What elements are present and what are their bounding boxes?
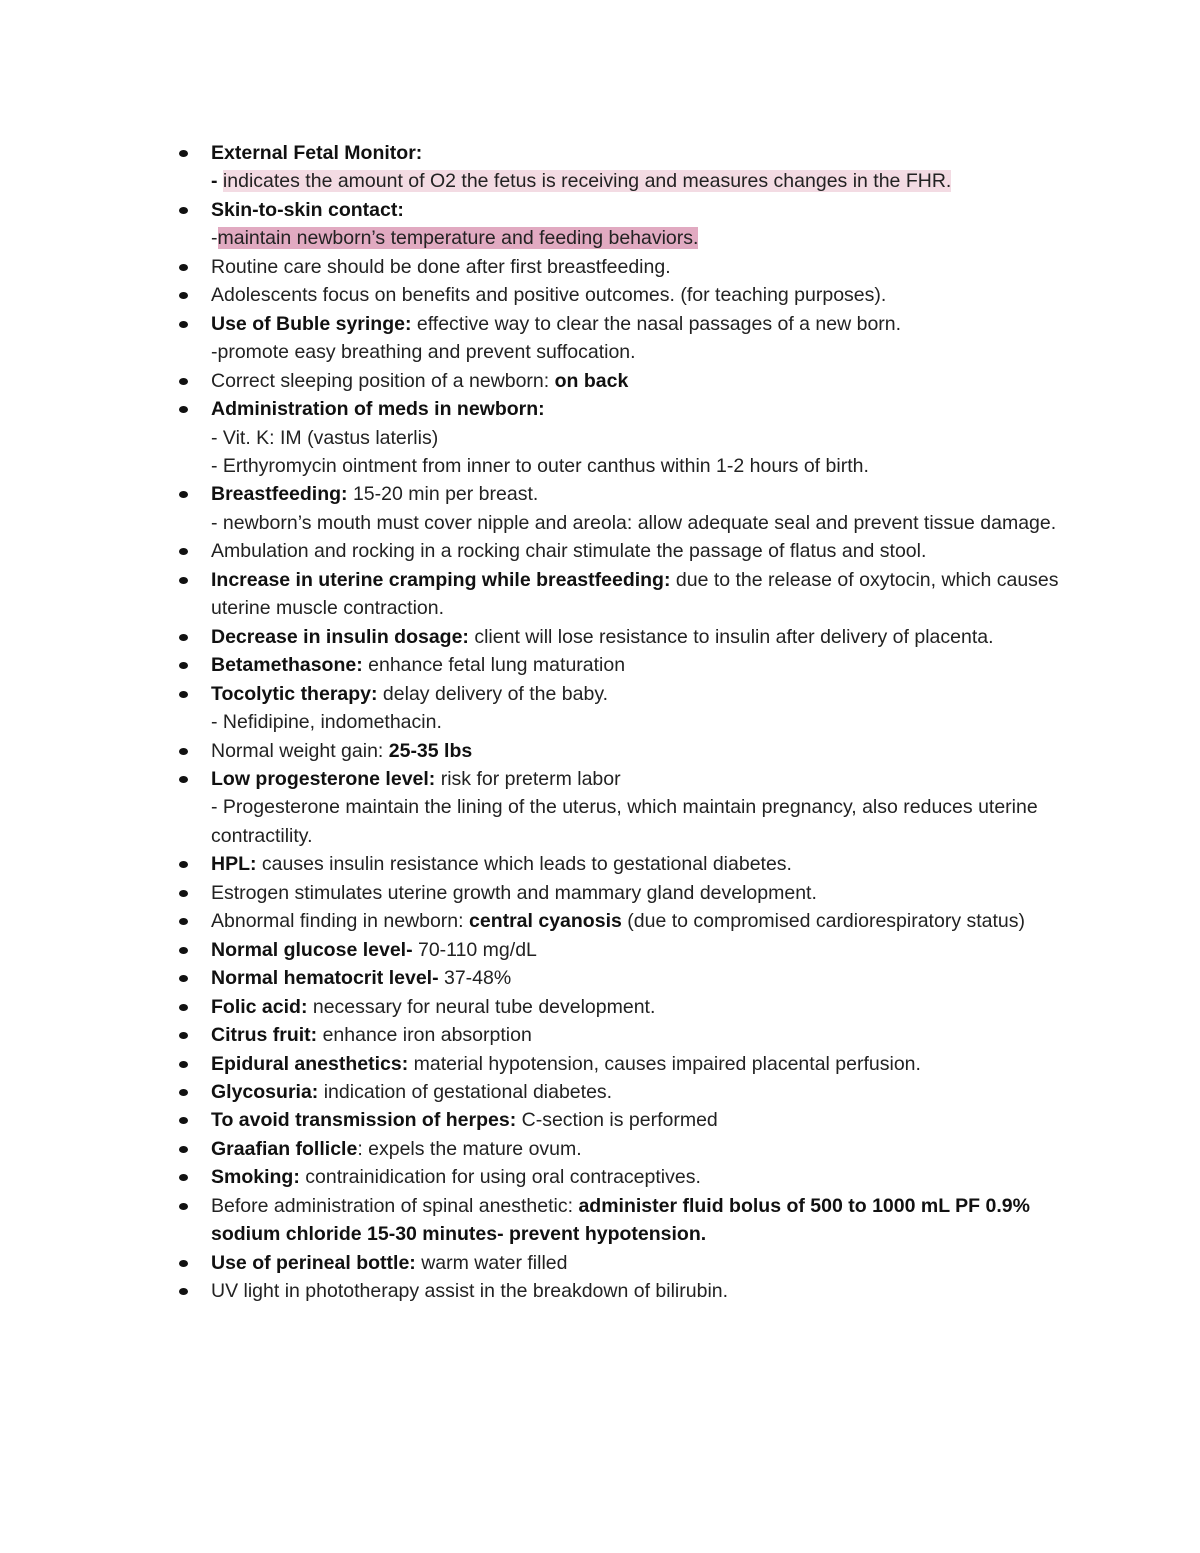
bold-term: Use of Buble syringe: — [211, 312, 412, 335]
note-text: necessary for neural tube development. — [307, 995, 656, 1018]
bullet-item — [211, 1163, 1091, 1191]
item-main-line — [211, 765, 1091, 793]
bullet-item — [211, 537, 1091, 565]
note-text: Abnormal finding in newborn: — [211, 910, 469, 933]
bold-term: Epidural anesthetics: — [211, 1052, 409, 1075]
item-main-line — [211, 850, 1091, 878]
bold-term: External Fetal Monitor: — [211, 142, 423, 164]
item-main-line — [211, 879, 1091, 907]
bold-term: Glycosuria: — [211, 1080, 319, 1103]
note-text: enhance iron absorption — [317, 1024, 532, 1047]
item-sub-line — [211, 167, 1091, 195]
notes-list — [211, 139, 1091, 1306]
bullet-item — [211, 651, 1091, 679]
bold-term: To avoid transmission of herpes: — [211, 1109, 517, 1132]
bold-term: Breastfeeding: — [211, 483, 348, 506]
note-text: enhance fetal lung maturation — [362, 654, 626, 677]
item-main-line — [211, 367, 1091, 395]
note-text: - Progesterone maintain the lining of the uterus, which maintain pregnancy, also reduces uterine contractility. — [211, 796, 1038, 847]
bold-term: Tocolytic therapy: — [211, 682, 378, 705]
bullet-item — [211, 737, 1091, 765]
bold-term: Low progesterone level: — [211, 767, 436, 790]
bullet-item — [211, 281, 1091, 309]
note-text: 37-48% — [438, 967, 512, 990]
item-main-line — [211, 196, 1091, 224]
note-text: (due to compromised cardiorespiratory status) — [621, 910, 1026, 933]
item-main-line — [211, 480, 1091, 508]
bullet-item — [211, 1050, 1091, 1078]
bullet-item — [211, 964, 1091, 992]
note-text: Routine care should be done after first breastfeeding. — [211, 255, 671, 278]
item-main-line — [211, 907, 1091, 935]
item-main-line — [211, 623, 1091, 651]
item-sub-line — [211, 338, 1091, 366]
note-text: risk for preterm labor — [435, 767, 621, 790]
bold-term: Normal glucose level- — [211, 938, 413, 961]
bullet-item — [211, 623, 1091, 651]
bold-term: Use of perineal bottle: — [211, 1251, 416, 1274]
note-text: indication of gestational diabetes. — [318, 1080, 613, 1103]
item-main-line — [211, 993, 1091, 1021]
item-main-line — [211, 310, 1091, 338]
bold-term: Administration of meds in newborn: — [211, 398, 545, 421]
bullet-item — [211, 680, 1091, 737]
note-text: contrainidication for using oral contraceptives. — [299, 1166, 701, 1189]
bullet-item — [211, 253, 1091, 281]
note-text: -promote easy breathing and prevent suffocation. — [211, 341, 636, 364]
item-main-line — [211, 395, 1091, 423]
bold-term: - — [211, 170, 223, 193]
note-text: Ambulation and rocking in a rocking chair stimulate the passage of flatus and stool. — [211, 540, 927, 563]
bold-term: Normal hematocrit level- — [211, 967, 439, 990]
note-text: - — [211, 227, 218, 250]
item-sub-line — [211, 424, 1091, 452]
note-text: UV light in phototherapy assist in the breakdown of bilirubin. — [211, 1280, 729, 1303]
note-text: - Nefidipine, indomethacin. — [211, 711, 442, 734]
item-main-line — [211, 1135, 1091, 1163]
highlighted-text: maintain newborn’s temperature and feeding behaviors. — [217, 227, 699, 250]
item-main-line — [211, 1249, 1091, 1277]
item-main-line — [211, 1192, 1091, 1249]
item-sub-line — [211, 708, 1091, 736]
bullet-item — [211, 1192, 1091, 1249]
bold-term: 25-35 lbs — [388, 739, 473, 762]
item-sub-line — [211, 793, 1091, 850]
item-main-line — [211, 651, 1091, 679]
bold-term: Skin-to-skin contact: — [211, 198, 404, 221]
highlighted-text: indicates the amount of O2 the fetus is receiving and measures changes in the FHR. — [222, 170, 952, 193]
item-main-line — [211, 139, 1091, 167]
item-main-line — [211, 964, 1091, 992]
bullet-item — [211, 879, 1091, 907]
bullet-item — [211, 139, 1091, 196]
item-main-line — [211, 936, 1091, 964]
bold-term: HPL: — [211, 853, 257, 876]
note-text: Estrogen stimulates uterine growth and mammary gland development. — [211, 881, 817, 904]
bullet-item — [211, 566, 1091, 623]
bullet-item — [211, 1249, 1091, 1277]
item-main-line — [211, 537, 1091, 565]
bullet-item — [211, 993, 1091, 1021]
bold-term: Citrus fruit: — [211, 1024, 318, 1047]
item-main-line — [211, 1277, 1091, 1305]
note-text: due to the release of oxytocin, which causes uterine muscle contraction. — [211, 568, 1059, 620]
bold-term: on back — [554, 369, 629, 392]
bullet-item — [211, 936, 1091, 964]
note-text: delay delivery of the baby. — [377, 682, 609, 705]
bold-term: Decrease in insulin dosage: — [211, 625, 469, 648]
note-text: warm water filled — [415, 1251, 568, 1274]
note-text: causes insulin resistance which leads to gestational diabetes. — [256, 853, 792, 876]
bold-term: Betamethasone: — [211, 654, 363, 677]
bullet-item — [211, 1021, 1091, 1049]
bullet-item — [211, 1135, 1091, 1163]
note-text: Before administration of spinal anesthetic: — [211, 1194, 579, 1217]
bullet-item — [211, 480, 1091, 537]
bullet-item — [211, 765, 1091, 850]
note-text: material hypotension, causes impaired placental perfusion. — [408, 1052, 921, 1075]
item-main-line — [211, 1106, 1091, 1134]
item-main-line — [211, 1021, 1091, 1049]
item-main-line — [211, 1163, 1091, 1191]
bullet-item — [211, 196, 1091, 253]
note-text: C-section is performed — [516, 1109, 718, 1132]
bullet-item — [211, 850, 1091, 878]
item-main-line — [211, 680, 1091, 708]
note-text: - Erthyromycin ointment from inner to outer canthus within 1-2 hours of birth. — [211, 454, 869, 477]
bullet-item — [211, 367, 1091, 395]
note-text: effective way to clear the nasal passages of a new born. — [411, 312, 902, 335]
bullet-item — [211, 907, 1091, 935]
item-main-line — [211, 566, 1091, 623]
bold-term: Folic acid: — [211, 995, 308, 1018]
item-sub-line — [211, 509, 1091, 537]
note-text: 70-110 mg/dL — [412, 938, 537, 961]
bold-term: administer fluid bolus of 500 to 1000 mL PF 0.9% sodium chloride 15-30 minutes- prevent hypotension. — [211, 1194, 1030, 1246]
item-main-line — [211, 253, 1091, 281]
bullet-item — [211, 395, 1091, 480]
note-text: 15-20 min per breast. — [347, 483, 539, 506]
note-text: - newborn’s mouth must cover nipple and areola: allow adequate seal and prevent tissue damage. — [211, 511, 1057, 534]
note-text: client will lose resistance to insulin after delivery of placenta. — [468, 625, 994, 648]
bold-term: Increase in uterine cramping while breastfeeding: — [211, 568, 671, 591]
item-main-line — [211, 1078, 1091, 1106]
note-text: - Vit. K: IM (vastus laterlis) — [211, 426, 439, 449]
bullet-item — [211, 1106, 1091, 1134]
item-sub-line — [211, 224, 1091, 252]
bold-term: Smoking: — [211, 1166, 300, 1189]
bold-term: central cyanosis — [469, 910, 622, 933]
bold-term: Graafian follicle — [211, 1137, 358, 1160]
item-main-line — [211, 1050, 1091, 1078]
note-text: : expels the mature ovum. — [357, 1137, 582, 1160]
note-text: Adolescents focus on benefits and positive outcomes. (for teaching purposes). — [211, 284, 887, 307]
item-main-line — [211, 281, 1091, 309]
item-main-line — [211, 737, 1091, 765]
note-text: Normal weight gain: — [211, 739, 389, 762]
bullet-item — [211, 310, 1091, 367]
item-sub-line — [211, 452, 1091, 480]
bullet-item — [211, 1277, 1091, 1305]
bullet-item — [211, 1078, 1091, 1106]
note-text: Correct sleeping position of a newborn: — [211, 369, 555, 392]
